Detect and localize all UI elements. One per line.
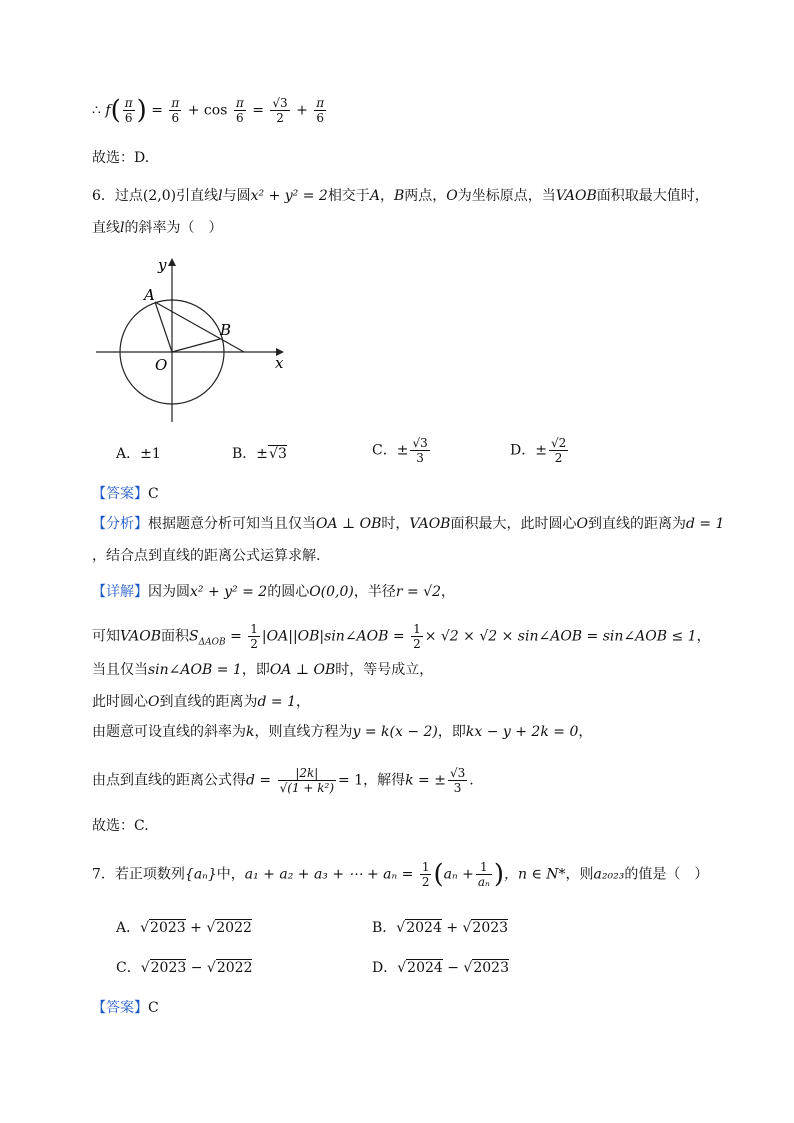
q6-stem-line2: 直线l的斜率为（ ） (92, 220, 223, 236)
q6-analysis-line1: 【分析】根据题意分析可知当且仅当OA ⊥ OB时，VAOB面积最大，此时圆心O到直线的距离为d = 1 (92, 516, 725, 532)
label-B: B (220, 321, 232, 339)
q7-option-d: D．√2024 − √2023 (372, 960, 509, 976)
y-axis-arrow (168, 258, 176, 266)
fraction-pi-6: $\frac{\pi}{6}$ (124, 96, 133, 125)
q7-answer: 【答案】C (92, 1000, 159, 1016)
q6-option-b: B．±√3 (232, 446, 287, 462)
label-y: y (158, 256, 167, 274)
q6-detail-line1: 【详解】因为圆x² + y² = 2的圆心O(0,0)，半径r = √2， (92, 584, 456, 600)
q6-detail-line4: 此时圆心O到直线的距离为d = 1， (92, 694, 310, 710)
q7-option-a: A．√2023 + √2022 (116, 920, 252, 936)
choose-d: 故选：D. (92, 150, 150, 166)
conclusion-formula: ∴ f( $\frac{\pi}{6}$ ) = $\frac{\pi}{6}$ + cos $\frac{\pi}{6}$ = $\frac{√3}{2}$ + $\frac{\pi}{6}$ (92, 95, 325, 126)
label-x: x (275, 354, 284, 372)
q6-answer: 【答案】C (92, 486, 159, 502)
func-f: f (105, 102, 111, 119)
therefore-symbol: ∴ (92, 102, 101, 119)
q6-option-a: A．±1 (116, 446, 161, 462)
q6-detail-line2: 可知VAOB面积$S_{\Delta AOB}$ = $\frac{1}{2}$ |OA||OB|sin∠AOB = $\frac{1}{2}$ × √2 × √2 × sin∠AOB = sin∠AOB ≤ 1， (92, 622, 711, 651)
label-A: A (144, 286, 155, 304)
q6-detail-line5: 由题意可设直线的斜率为k，则直线方程为y = k(x − 2)，即kx − y + 2k = 0， (92, 724, 593, 740)
q6-detail-line3: 当且仅当sin∠AOB = 1，即OA ⊥ OB时，等号成立， (92, 662, 434, 678)
q6-option-d: D．± $\frac{√2}{2}$ (510, 436, 567, 465)
label-O: O (155, 356, 168, 374)
q7-stem: 7．若正项数列{aₙ}中，a₁ + a₂ + a₃ + ⋯ + aₙ = $\frac{1}{2}$ (aₙ + $\frac{1}{\text{aₙ}}$ )，n ∈ N*，则a₂₀₂₃的值是（ ） (92, 859, 709, 890)
q6-detail-line6: 由点到直线的距离公式得d = $\frac{|2k|}{\text{√(1 + k²)}}$ = 1，解得k = ± $\frac{√3}{3}$ . (92, 766, 474, 795)
q7-option-b: B．√2024 + √2023 (372, 920, 509, 936)
q6-stem-line1: 6．过点(2,0)引直线l与圆x² + y² = 2相交于A，B两点，O为坐标原点，当VAOB面积取最大值时， (92, 188, 709, 204)
q7-option-c: C．√2023 − √2022 (116, 960, 253, 976)
circle-figure (92, 252, 302, 427)
segment-OB (172, 339, 220, 352)
q6-choose: 故选：C. (92, 818, 149, 834)
q6-analysis-line2: ，结合点到直线的距离公式运算求解. (92, 548, 321, 564)
q6-option-c: C．± $\frac{√3}{3}$ (372, 436, 428, 465)
